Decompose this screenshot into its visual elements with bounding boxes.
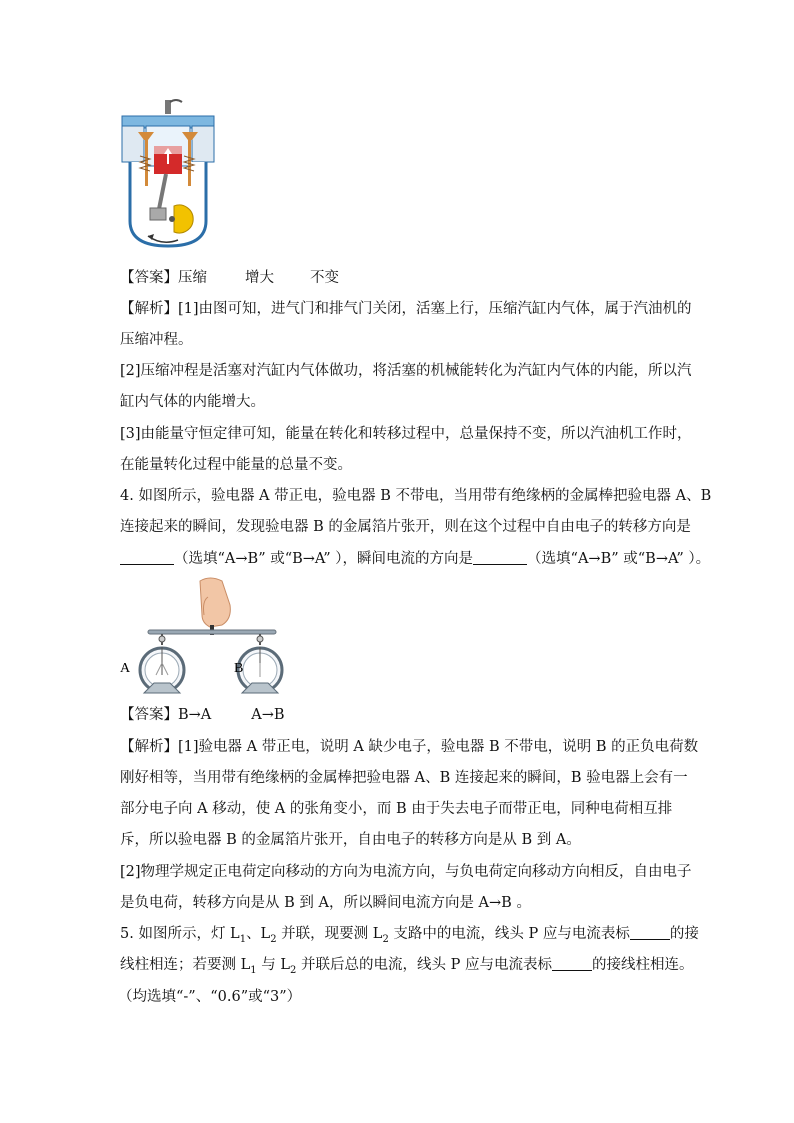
- q4-text: （选填“A→B” 或“B→A” ），瞬间电流的方向是: [174, 551, 474, 567]
- q5-question-line-2: [120, 955, 693, 981]
- subscript: 2: [289, 964, 297, 976]
- electroscope-label-a: A: [120, 661, 131, 676]
- answer-label: 【答案】: [120, 270, 178, 286]
- electroscope-label-b: B: [234, 661, 244, 676]
- q4-analysis-line-1: [120, 737, 698, 757]
- subscript: 1: [239, 933, 247, 945]
- q4-blank-2[interactable]: [473, 550, 527, 565]
- q3-answer-1: 压缩: [178, 270, 207, 286]
- q5-blank-1[interactable]: [630, 925, 670, 940]
- answer-label: 【答案】: [120, 707, 178, 723]
- q5-text: 5. 如图所示，灯 L: [120, 926, 240, 942]
- q5-text: 与 L: [256, 957, 290, 973]
- q4-analysis-line-6: 是负电荷，转移方向是从 B 到 A，所以瞬间电流方向是 A→B 。: [120, 895, 531, 911]
- q4-analysis-line-3: 部分电子向 A 移动，使 A 的张角变小，而 B 由于失去电子而带正电，同种电荷相互排: [120, 801, 673, 817]
- q5-text: 、L: [246, 926, 271, 942]
- q4-answer-2: A→B: [251, 707, 285, 723]
- q5-text: 并联，现要测 L: [276, 926, 383, 942]
- q4-question-line-3: [120, 549, 710, 569]
- q3-analysis-line-5: [3]由能量守恒定律可知，能量在转化和转移过程中，总量保持不变，所以汽油机工作时，: [120, 426, 692, 442]
- analysis-label: 【解析】: [120, 301, 178, 317]
- q4-analysis-line-5: [2]物理学规定正电荷定向移动的方向为电流方向，与负电荷定向移动方向相反，自由电子: [120, 864, 692, 880]
- q4-answer-1: B→A: [178, 707, 212, 723]
- q3-analysis-line-3: [2]压缩冲程是活塞对汽缸内气体做功，将活塞的机械能转化为汽缸内气体的内能，所以汽: [120, 363, 692, 379]
- q3-answer-2: 增大: [245, 270, 274, 286]
- q3-analysis-line-6: 在能量转化过程中能量的总量不变。: [120, 457, 352, 473]
- q4-answer-line: [120, 705, 285, 725]
- q3-analysis-line-4: 缸内气体的内能增大。: [120, 394, 265, 410]
- q5-question-line-3: （均选填“-”、“0.6”或“3”）: [118, 989, 302, 1005]
- q3-analysis-line-2: 压缩冲程。: [120, 332, 193, 348]
- q3-analysis-line-1: [120, 299, 692, 319]
- subscript: 2: [270, 933, 277, 945]
- q4-question-line-2: 连接起来的瞬间，发现验电器 B 的金属箔片张开，则在这个过程中自由电子的转移方向是: [120, 519, 691, 535]
- q4-analysis-line-4: 斥，所以验电器 B 的金属箔片张开，自由电子的转移方向是从 B 到 A。: [120, 832, 581, 848]
- q4-text: （选填“A→B” 或“B→A” ）。: [527, 551, 711, 567]
- q5-text: 线柱相连；若要测 L: [120, 957, 251, 973]
- q4-blank-1[interactable]: [120, 550, 174, 565]
- q5-question-line-1: [120, 924, 699, 950]
- subscript: 2: [382, 933, 389, 945]
- q5-text: 并联后总的电流，线头 P 应与电流表标: [296, 957, 552, 973]
- q4-analysis-line-2: 刚好相等，当用带有绝缘柄的金属棒把验电器 A、B 连接起来的瞬间，B 验电器上会有一: [120, 770, 688, 786]
- analysis-text: [1]由图可知，进气门和排气门关闭，活塞上行，压缩汽缸内气体，属于汽油机的: [178, 301, 692, 317]
- analysis-text: [1]验电器 A 带正电，说明 A 缺少电子，验电器 B 不带电，说明 B 的正负电荷数: [178, 739, 699, 755]
- analysis-label: 【解析】: [120, 739, 178, 755]
- engine-compression-stroke-figure: [118, 96, 218, 256]
- q5-text: 的接: [669, 926, 699, 942]
- q3-answer-3: 不变: [310, 270, 339, 286]
- q3-answer-line: [120, 268, 339, 288]
- q5-text: 支路中的电流，线头 P 应与电流表标: [388, 926, 630, 942]
- electroscope-figure: [118, 575, 288, 697]
- q5-blank-2[interactable]: [552, 956, 592, 971]
- q4-question-line-1: 4. 如图所示，验电器 A 带正电，验电器 B 不带电，当用带有绝缘柄的金属棒把验电器 A、B: [120, 488, 712, 504]
- subscript: 1: [250, 964, 257, 976]
- q5-text: 的接线柱相连。: [591, 957, 694, 973]
